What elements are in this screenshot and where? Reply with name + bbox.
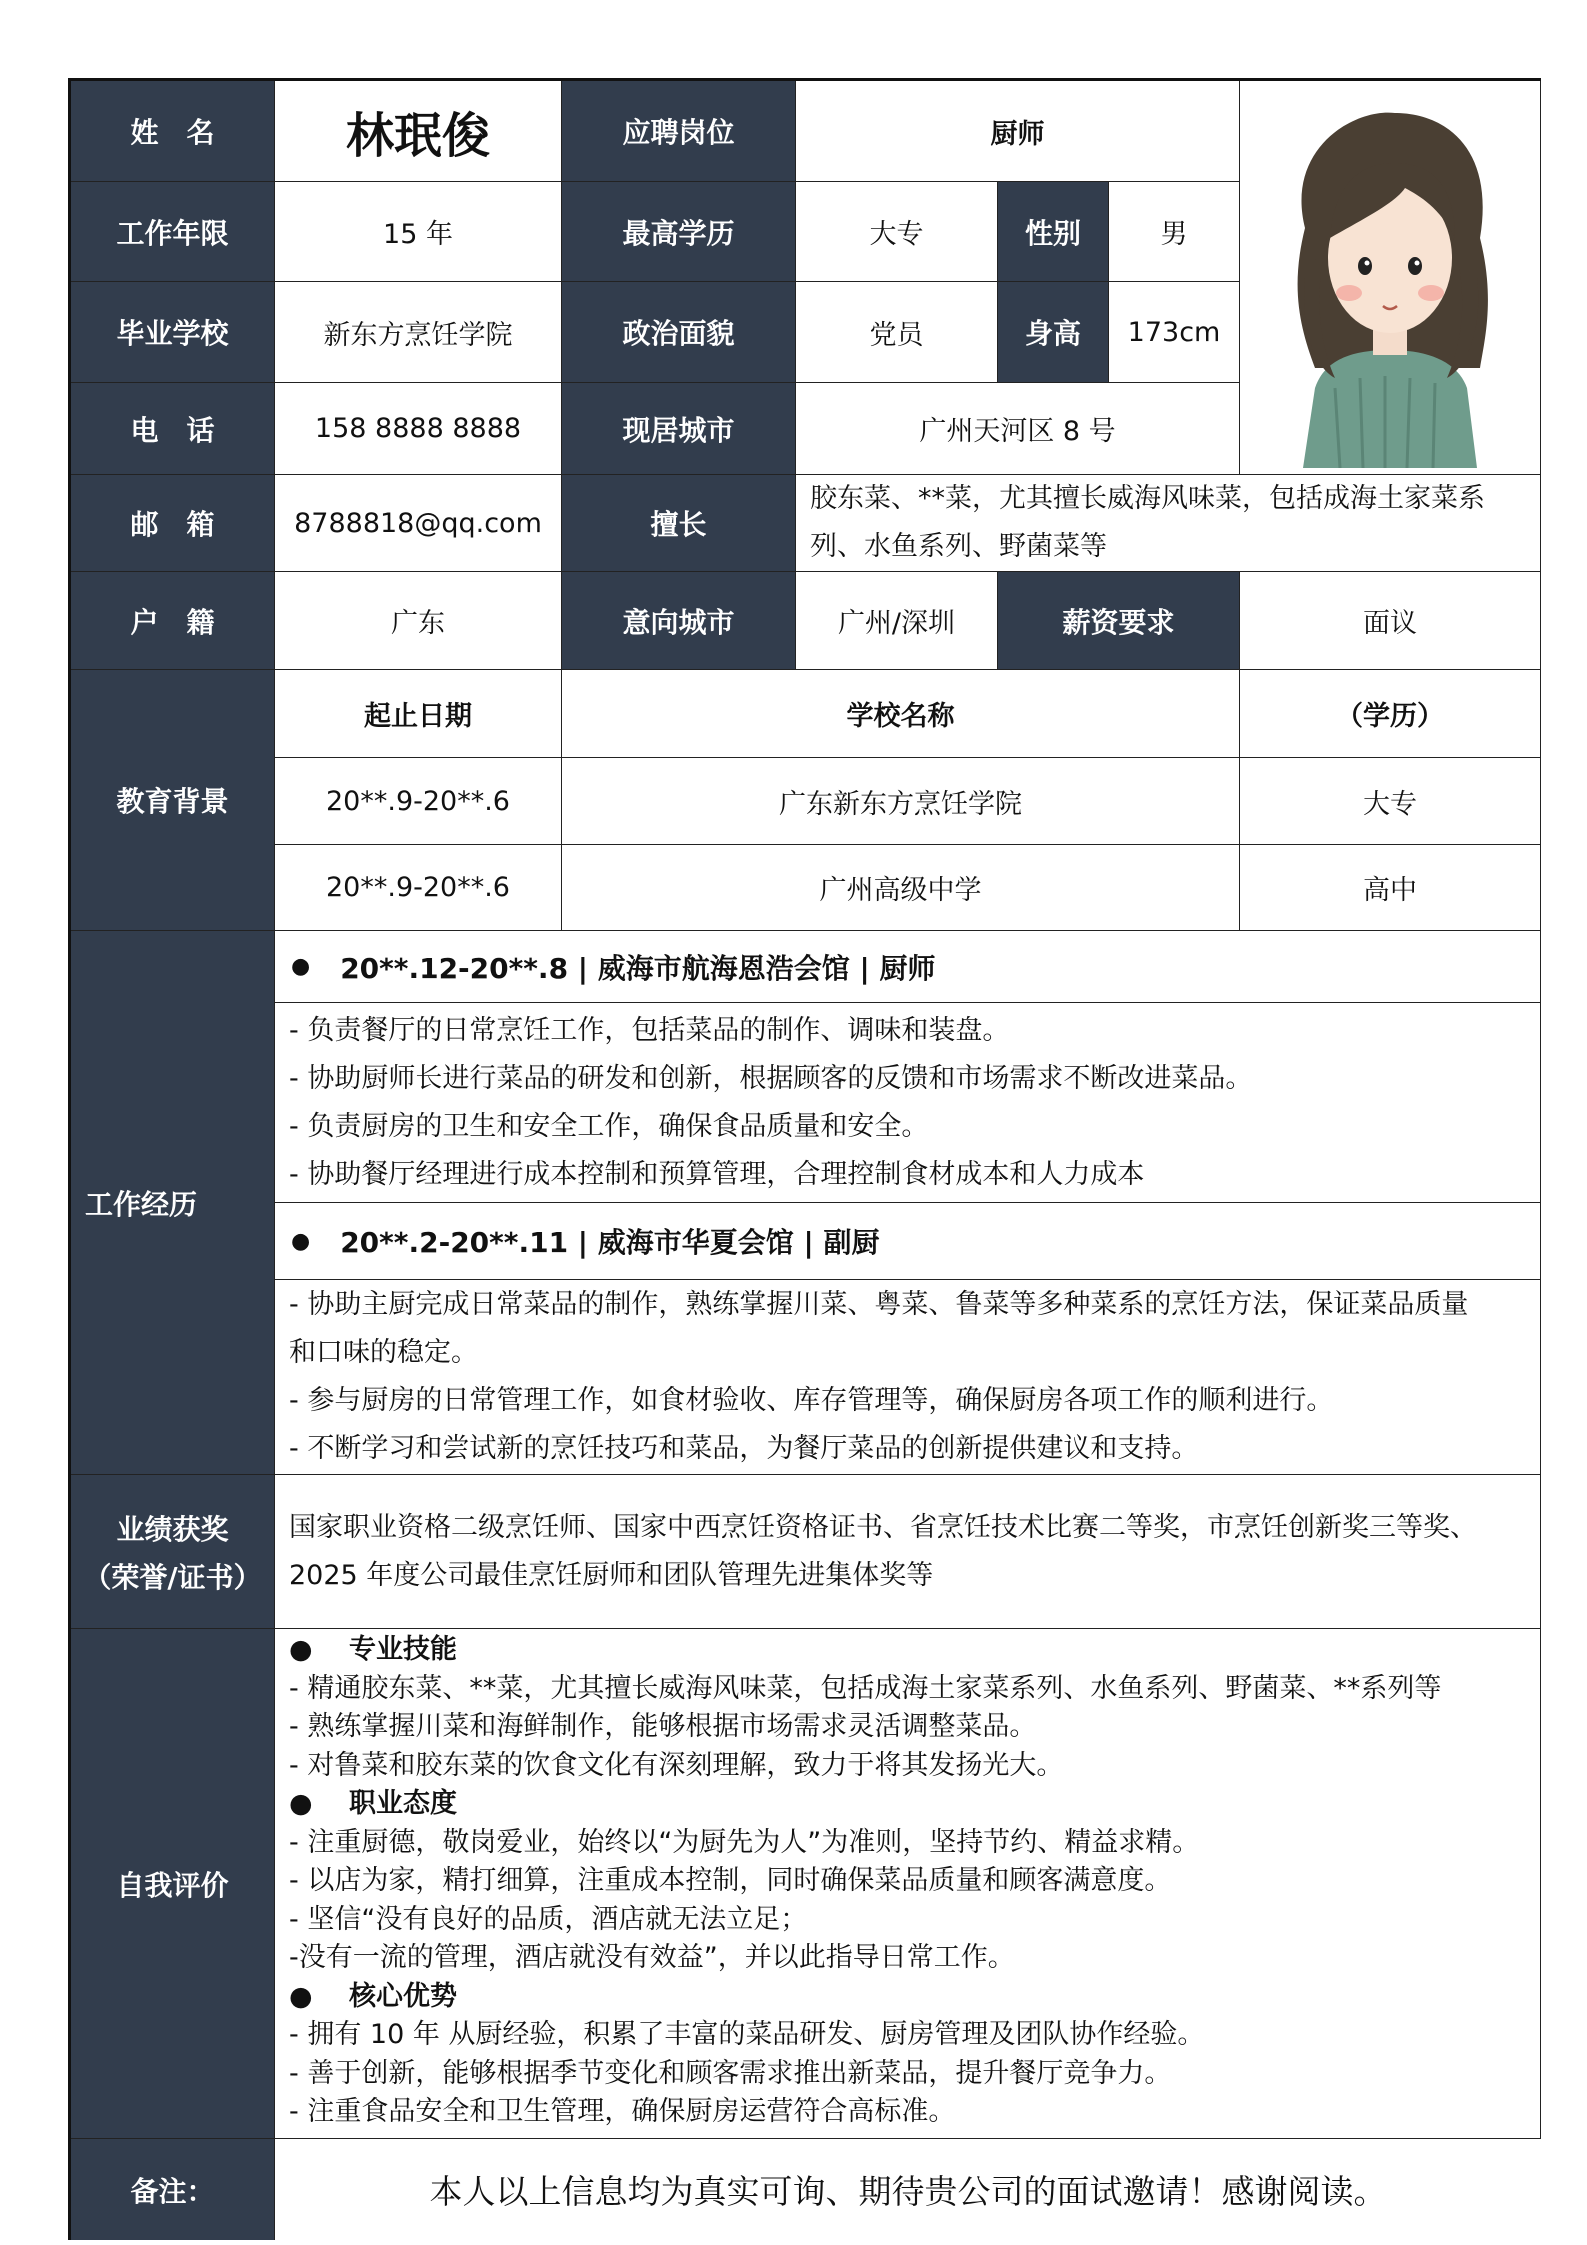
awards-value [275, 1475, 1541, 1629]
edu-row-degree: 大专 [1240, 758, 1541, 845]
job-title-1 [275, 931, 1541, 1003]
target-city-value: 广州/深圳 [796, 572, 998, 670]
duty-line: - 协助厨师长进行菜品的研发和创新，根据顾客的反馈和市场需求不断改进菜品。 [289, 1062, 1253, 1094]
duty-line: 和口味的稳定。 [289, 1337, 478, 1368]
awards-label-line: （荣誉/证书） [83, 1560, 262, 1594]
duty-line: - 负责厨房的卫生和安全工作，确保食品质量和安全。 [289, 1110, 929, 1142]
self-eval-content [275, 1629, 1541, 2139]
edu-row-date: 20**.9-20**.6 [275, 758, 562, 845]
edu-row-date: 20**.9-20**.6 [275, 845, 562, 931]
edu-row-school: 广州高级中学 [562, 845, 1240, 931]
label-position: 应聘岗位 [562, 81, 796, 182]
job-title-text: 20**.2-20**.11 | 威海市华夏会馆 | 副厨 [340, 1226, 880, 1259]
candidate-name: 林珉俊 [275, 81, 562, 182]
label-specialty: 擅长 [562, 475, 796, 572]
label-phone: 电 话 [71, 383, 275, 475]
job-duties-2 [275, 1280, 1541, 1475]
duty-line: - 协助主厨完成日常菜品的制作，熟练掌握川菜、粤菜、鲁菜等多种菜系的烹饪方法，保证菜品质量 [289, 1289, 1469, 1320]
bullet-icon: ● [291, 954, 311, 979]
city-value: 广州天河区 8 号 [796, 383, 1240, 475]
label-city: 现居城市 [562, 383, 796, 475]
education-value: 大专 [796, 182, 998, 282]
self-eval-heading: ● 职业态度 [289, 1788, 457, 1819]
edu-row-degree: 高中 [1240, 845, 1541, 931]
label-remarks: 备注： [71, 2139, 275, 2240]
label-hukou: 户 籍 [71, 572, 275, 670]
specialty-line: 胶东菜、**菜，尤其擅长威海风味菜，包括成海土家菜系 [810, 483, 1485, 514]
self-eval-line: - 注重厨德，敬岗爱业，始终以“为厨先为人”为准则，坚持节约、精益求精。 [289, 1826, 1200, 1858]
label-education: 最高学历 [562, 182, 796, 282]
label-edu-background: 教育背景 [71, 670, 275, 931]
edu-header-degree: （学历） [1240, 670, 1541, 758]
email-value: 8788818@qq.com [275, 475, 562, 572]
years-value: 15 年 [275, 182, 562, 282]
awards-label-line: 业绩获奖 [116, 1512, 229, 1546]
edu-row-school: 广东新东方烹饪学院 [562, 758, 1240, 845]
resume-table [68, 78, 1541, 2240]
job-title-2 [275, 1203, 1541, 1280]
self-eval-heading: ● 核心优势 [289, 1980, 457, 2012]
self-eval-heading: ● 专业技能 [289, 1634, 457, 1665]
school-value: 新东方烹饪学院 [275, 282, 562, 383]
bullet-icon: ● [291, 1228, 311, 1254]
label-self-eval: 自我评价 [71, 1629, 275, 2139]
self-eval-line: -没有一流的管理，酒店就没有效益”，并以此指导日常工作。 [289, 1942, 1015, 1973]
duty-line: - 协助餐厅经理进行成本控制和预算管理，合理控制食材成本和人力成本 [289, 1158, 1145, 1190]
edu-header-date: 起止日期 [275, 670, 562, 758]
phone-value: 158 8888 8888 [275, 383, 562, 475]
label-school: 毕业学校 [71, 282, 275, 383]
specialty-line: 列、水鱼系列、野菌菜等 [810, 531, 1107, 562]
award-line: 2025 年度公司最佳烹饪厨师和团队管理先进集体奖等 [289, 1559, 934, 1591]
self-eval-line: - 熟练掌握川菜和海鲜制作，能够根据市场需求灵活调整菜品。 [289, 1711, 1037, 1742]
label-height: 身高 [998, 282, 1109, 383]
gender-value: 男 [1109, 182, 1240, 282]
label-work-experience: 工作经历 [71, 931, 275, 1475]
label-salary: 薪资要求 [998, 572, 1240, 670]
label-awards [71, 1475, 275, 1629]
self-eval-line: - 善于创新，能够根据季节变化和顾客需求推出新菜品，提升餐厅竞争力。 [289, 2057, 1172, 2089]
specialty-value [796, 475, 1541, 572]
duty-line: - 负责餐厅的日常烹饪工作，包括菜品的制作、调味和装盘。 [289, 1014, 1010, 1046]
duty-line: - 不断学习和尝试新的烹饪技巧和菜品，为餐厅菜品的创新提供建议和支持。 [289, 1433, 1199, 1464]
label-years: 工作年限 [71, 182, 275, 282]
profile-photo [1240, 81, 1541, 475]
label-name: 姓 名 [71, 81, 275, 182]
duty-line: - 参与厨房的日常管理工作，如食材验收、库存管理等，确保厨房各项工作的顺利进行。 [289, 1385, 1334, 1416]
avatar-illustration [1245, 88, 1535, 468]
self-eval-line: - 以店为家，精打细算，注重成本控制，同时确保菜品质量和顾客满意度。 [289, 1865, 1172, 1896]
job-title-text: 20**.12-20**.8 | 威海市航海恩浩会馆 | 厨师 [340, 951, 936, 985]
edu-header-school: 学校名称 [562, 670, 1240, 758]
hukou-value: 广东 [275, 572, 562, 670]
self-eval-line: - 拥有 10 年 从厨经验，积累了丰富的菜品研发、厨房管理及团队协作经验。 [289, 2019, 1205, 2050]
award-line: 国家职业资格二级烹饪师、国家中西烹饪资格证书、省烹饪技术比赛二等奖，市烹饪创新奖三等奖、 [289, 1511, 1477, 1543]
label-email: 邮 箱 [71, 475, 275, 572]
remarks-value: 本人以上信息均为真实可询、期待贵公司的面试邀请！感谢阅读。 [275, 2139, 1541, 2240]
self-eval-line: - 坚信“没有良好的品质，酒店就无法立足； [289, 1903, 808, 1935]
self-eval-line: - 注重食品安全和卫生管理，确保厨房运营符合高标准。 [289, 2096, 956, 2127]
job-duties-1 [275, 1003, 1541, 1203]
label-target-city: 意向城市 [562, 572, 796, 670]
salary-value: 面议 [1240, 572, 1541, 670]
politics-value: 党员 [796, 282, 998, 383]
position-value: 厨师 [796, 81, 1240, 182]
self-eval-line: - 精通胶东菜、**菜，尤其擅长威海风味菜，包括成海土家菜系列、水鱼系列、野菌菜、**系列等 [289, 1672, 1442, 1704]
self-eval-line: - 对鲁菜和胶东菜的饮食文化有深刻理解，致力于将其发扬光大。 [289, 1749, 1064, 1781]
height-value: 173cm [1109, 282, 1240, 383]
label-gender: 性别 [998, 182, 1109, 282]
label-politics: 政治面貌 [562, 282, 796, 383]
